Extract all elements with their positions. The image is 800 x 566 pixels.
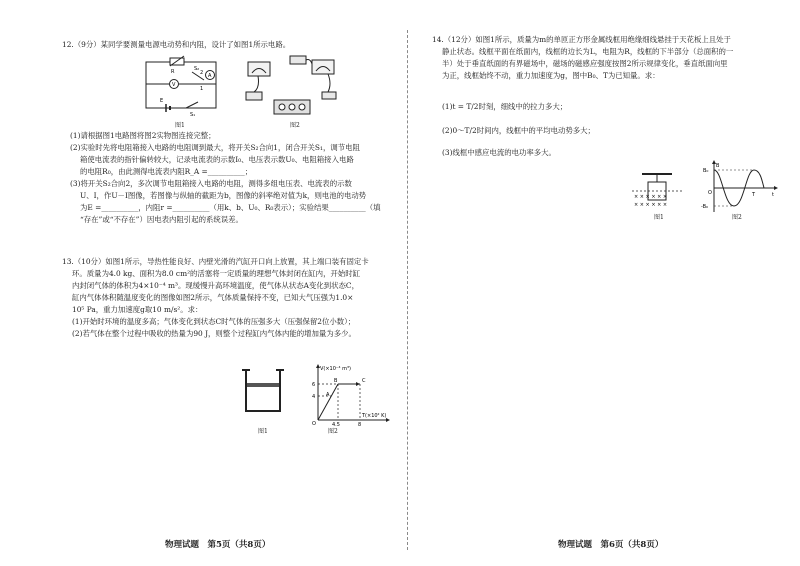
bt-label-b: B bbox=[716, 163, 720, 169]
q14-line3: 半）处于垂直纸面的有界磁场中，磁场的磁感应强度按图2所示规律变化，垂直纸面向里 bbox=[442, 59, 728, 68]
q13-line2: 环。质量为4.0 kg、面积为8.0 cm²的活塞将一定质量的理想气体封闭在缸内，开始时缸 bbox=[72, 269, 361, 278]
q13-line5: 10⁵ Pa，重力加速度g取10 m/s²。求： bbox=[72, 305, 203, 314]
piston bbox=[247, 383, 279, 387]
q12-part1: (1)请根据图1电路图将图2实物图连接完整； bbox=[70, 131, 216, 140]
q14-part1: (1)t = T/2时刻，细线中的拉力多大； bbox=[442, 102, 568, 111]
q13-cylinder-diagram bbox=[238, 365, 288, 417]
q13-fig2-caption: 图2 bbox=[328, 428, 338, 435]
q12-part3-line2: U、I，作U－I图像，若图像与纵轴的截距为b，图像的斜率绝对值为k，则电池的电动势 bbox=[80, 191, 367, 200]
point-b: B bbox=[334, 378, 338, 384]
q14-text bbox=[432, 34, 733, 82]
switch-right bbox=[322, 92, 336, 99]
label-2: 2 bbox=[200, 70, 204, 76]
circuit-frame bbox=[146, 62, 216, 108]
wire-3 bbox=[328, 74, 330, 92]
q14-part3: (3)线框中感应电流的电功率多大。 bbox=[442, 148, 556, 157]
q12-part2-line3: 的电阻R₀，由此测得电流表内阻R_A =__________； bbox=[80, 167, 253, 176]
bt-label-t: t bbox=[772, 192, 774, 198]
label-e: E bbox=[160, 98, 164, 104]
q12-part3-line1: (3)将开关S₂合向2，多次调节电阻箱接入电路的电阻，测得多组电压表、电流表的示数 bbox=[70, 179, 352, 188]
q13-line1: 13.（10分）如图1所示，导热性能良好、内壁光滑的汽缸开口向上放置，其上端口装有固定卡 bbox=[62, 257, 369, 266]
battery-holder bbox=[246, 92, 262, 100]
line-arrow bbox=[356, 382, 360, 386]
switch-top bbox=[290, 56, 306, 64]
label-s1: S₁ bbox=[190, 112, 196, 118]
bt-x-arrow bbox=[774, 186, 778, 190]
tick-y6: 6 bbox=[312, 382, 316, 388]
field-crosses-1: × × × × × × bbox=[634, 194, 668, 200]
q13-part1: (1)开始时环境的温度多高；气体变化到状态C时气体的压强多大（压强保留2位小数）； bbox=[72, 317, 356, 326]
resistance-knob-2 bbox=[289, 104, 295, 110]
q14-fig1-caption: 图1 bbox=[654, 214, 664, 221]
label-1: 1 bbox=[200, 86, 204, 92]
q14-bt-graph bbox=[700, 160, 780, 216]
tick-x45: 4.5 bbox=[332, 422, 340, 426]
q12-fig2-caption: 图2 bbox=[290, 122, 300, 129]
q12-part3-line4: “存在”或“不存在”）因电表内阻引起的系统误差。 bbox=[80, 215, 243, 224]
point-a: A bbox=[326, 392, 330, 398]
q12-part3-line3: 为E =__________，内阻r =__________（用k、b、U₀、R₀表示）；实验结果__________（填 bbox=[80, 203, 381, 212]
point-c: C bbox=[362, 378, 366, 384]
graph-origin: O bbox=[312, 421, 316, 426]
q12-apparatus-diagram bbox=[240, 48, 348, 122]
q13-part2: (2)若气体在整个过程中吸收的热量为90 J，则整个过程缸内气体内能的增加量为多少。 bbox=[72, 329, 356, 338]
tick-x8: 8 bbox=[358, 422, 362, 426]
label-a: A bbox=[208, 73, 212, 79]
q14-line4: 为正，线框始终不动，重力加速度为g，图中B₀、T为已知量。求： bbox=[442, 71, 660, 80]
q13-text bbox=[62, 256, 369, 340]
q12-heading: 12.（9分）某同学要测量电源电动势和内阻，设计了如图1所示电路。 bbox=[62, 40, 291, 49]
tick-y4: 4 bbox=[312, 394, 316, 400]
label-s2: S₂ bbox=[194, 66, 200, 72]
line-o-to-b bbox=[318, 384, 338, 420]
q12-part2-line1: (2)实验时先将电阻箱接入电路的电阻调到最大，将开关S₂合向1，闭合开关S₁，调节电阻 bbox=[70, 143, 360, 152]
wire-1 bbox=[254, 76, 259, 92]
q14-part2: (2)0～T/2时间内，线框中的平均电动势多大； bbox=[442, 126, 595, 135]
q14-frame-diagram bbox=[628, 172, 688, 210]
bt-origin: O bbox=[708, 190, 712, 196]
q12-subquestions bbox=[70, 130, 381, 226]
q14-fig2-caption: 图2 bbox=[732, 214, 742, 221]
bt-label-nb0: -B₀ bbox=[701, 204, 709, 210]
field-crosses-2: × × × × × × bbox=[634, 202, 668, 208]
q14-line2: 静止状态。线框平面在纸面内，线框的边长为L，电阻为R，线框的下半部分（总面积的一 bbox=[442, 47, 734, 56]
label-v: V bbox=[172, 82, 176, 88]
right-page-footer: 物理试题 第6页（共8页） bbox=[558, 540, 664, 550]
label-r: R bbox=[171, 69, 175, 75]
graph-x-label: T(×10² K) bbox=[362, 413, 387, 419]
q13-line3: 内封闭气体的体积为4×10⁻⁴ m³。现缓慢升高环境温度，使气体从状态A变化到状态C， bbox=[72, 281, 359, 290]
q12-fig1-caption: 图1 bbox=[175, 122, 185, 129]
switch-s1 bbox=[186, 102, 198, 108]
resistance-knob-1 bbox=[279, 104, 285, 110]
q13-line4: 缸内气体体积随温度变化的图像如图2所示，气体质量保持不变，已知大气压强为1.0× bbox=[72, 293, 354, 302]
q13-vt-graph bbox=[300, 362, 392, 426]
resistance-knob-3 bbox=[299, 104, 305, 110]
graph-y-label: V(×10⁻⁴ m³) bbox=[320, 366, 351, 372]
q14-line1: 14.（12分）如图1所示，质量为m的单匝正方形金属线框用绝缘细线悬挂于天花板上且处于 bbox=[432, 35, 731, 44]
graph-x-arrow bbox=[386, 418, 390, 422]
q12-circuit-diagram bbox=[140, 54, 228, 120]
left-page-footer: 物理试题 第5页（共8页） bbox=[165, 540, 271, 550]
right-page bbox=[410, 0, 800, 566]
cylinder-wall bbox=[246, 369, 280, 411]
q13-fig1-caption: 图1 bbox=[258, 428, 268, 435]
bt-label-b0: B₀ bbox=[703, 168, 709, 174]
q12-part2-line2: 箱使电流表的指针偏转较大，记录电流表的示数I₀、电压表示数U₀、电阻箱接入电路 bbox=[80, 155, 354, 164]
wire-2 bbox=[306, 60, 312, 65]
bt-label-period: T bbox=[752, 192, 756, 198]
